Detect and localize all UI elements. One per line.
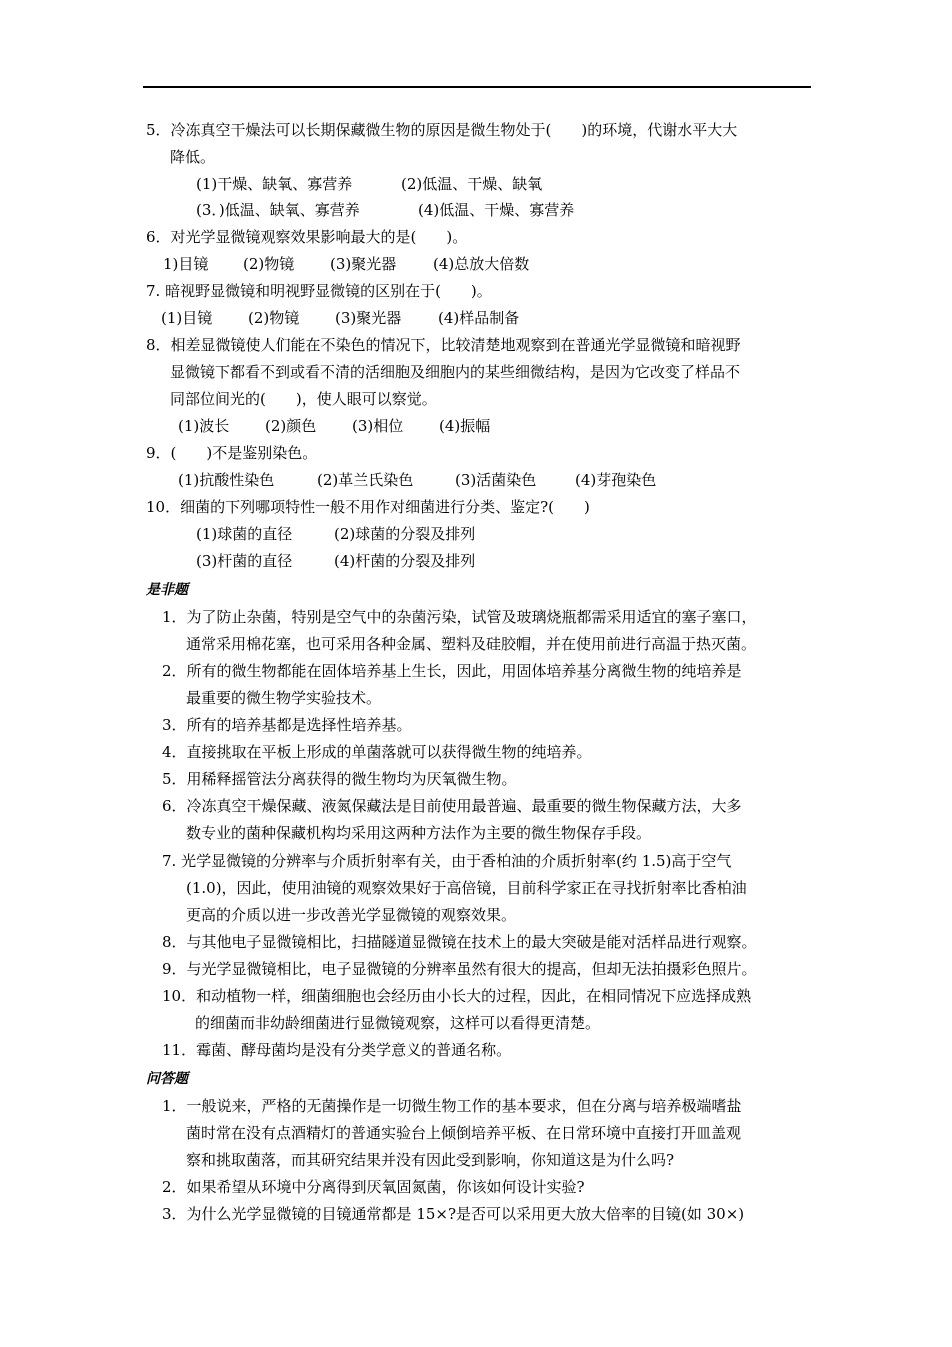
q9-option-4: (4)芽孢染色 [575,471,657,489]
q7-option-3: (3)聚光器 [335,309,402,327]
tf-item-3: 3．所有的培养基都是选择性培养基。 [162,716,412,734]
q8-line-3: 同部位间光的( )，使人眼可以察觉。 [170,390,437,408]
q5-option-4: (4)低温、干燥、寡营养 [418,201,575,219]
tf-item-1-line-1: 1．为了防止杂菌，特别是空气中的杂菌污染，试管及玻璃烧瓶都需采用适宜的塞子塞口， [162,608,757,626]
q9-option-1: (1)抗酸性染色 [178,471,275,489]
q7-option-1: (1)目镜 [161,309,213,327]
q5-option-1: (1)干燥、缺氧、寡营养 [196,175,353,193]
q6-option-3: (3)聚光器 [330,255,397,273]
qa-item-3: 3．为什么光学显微镜的目镜通常都是 15×?是否可以采用更大放大倍率的目镜(如 30×) [162,1205,745,1223]
tf-item-2-line-2: 最重要的微生物学实验技术。 [186,689,382,707]
qa-item-2: 2．如果希望从环境中分离得到厌氧固氮菌，你该如何设计实验? [162,1178,585,1196]
tf-item-4: 4．直接挑取在平板上形成的单菌落就可以获得微生物的纯培养。 [162,743,592,761]
q8-line-2: 显微镜下都看不到或看不清的活细胞及细胞内的某些细微结构，是因为它改变了样品不 [170,363,741,381]
tf-item-11: 11．霉菌、酵母菌均是没有分类学意义的普通名称。 [162,1041,512,1059]
q8-option-3: (3)相位 [352,417,404,435]
q7-line-1: 7. 暗视野显微镜和明视野显微镜的区别在于( )。 [146,282,492,300]
q5-option-2: (2)低温、干燥、缺氧 [401,175,543,193]
q10-option-3: (3)杆菌的直径 [196,552,293,570]
tf-item-8: 8．与其他电子显微镜相比，扫描隧道显微镜在技术上的最大突破是能对活样品进行观察。 [162,933,757,951]
q9-line-1: 9．( )不是鉴别染色。 [146,444,318,462]
tf-item-7-line-3: 更高的介质以进一步改善光学显微镜的观察效果。 [186,906,517,924]
q9-option-3: (3)活菌染色 [455,471,537,489]
tf-item-6-line-2: 数专业的菌种保藏机构均采用这两种方法作为主要的微生物保存手段。 [186,824,652,842]
q8-option-4: (4)振幅 [439,417,491,435]
q10-line-1: 10．细菌的下列哪项特性一般不用作对细菌进行分类、鉴定?( ) [146,498,590,516]
q8-option-2: (2)颜色 [265,417,317,435]
q9-option-2: (2)革兰氏染色 [317,471,414,489]
qa-item-1-line-2: 菌时常在没有点酒精灯的普通实验台上倾倒培养平板、在日常环境中直接打开皿盖观 [186,1124,742,1142]
tf-item-10-line-2: 的细菌而非幼龄细菌进行显微镜观察，这样可以看得更清楚。 [195,1014,601,1032]
tf-item-7-line-1: 7. 光学显微镜的分辨率与介质折射率有关，由于香柏油的介质折射率(约 1.5)高于空气 [162,852,732,870]
q6-option-1: 1)目镜 [163,255,209,273]
qa-item-1-line-1: 1．一般说来，严格的无菌操作是一切微生物工作的基本要求，但在分离与培养极端嗜盐 [162,1097,742,1115]
tf-item-6-line-1: 6．冷冻真空干燥保藏、液氮保藏法是目前使用最普遍、最重要的微生物保藏方法，大多 [162,797,742,815]
q5-line-1: 5．冷冻真空干燥法可以长期保藏微生物的原因是微生物处于( )的环境，代谢水平大大 [146,121,738,139]
q6-option-2: (2)物镜 [243,255,295,273]
tf-item-10-line-1: 10．和动植物一样，细菌细胞也会经历由小长大的过程，因此，在相同情况下应选择成熟 [162,987,752,1005]
tf-item-5: 5．用稀释摇管法分离获得的微生物均为厌氧微生物。 [162,770,517,788]
q7-option-2: (2)物镜 [248,309,300,327]
tf-item-1-line-2: 通常采用棉花塞，也可采用各种金属、塑料及硅胶帽，并在使用前进行高温于热灭菌。 [186,635,757,653]
header-rule [143,86,811,88]
qa-section-title: 问答题 [146,1071,188,1087]
q10-option-1: (1)球菌的直径 [196,525,293,543]
q5-option-3: (3．)低温、缺氧、寡营养 [196,201,360,219]
q6-option-4: (4)总放大倍数 [433,255,530,273]
qa-item-1-line-3: 察和挑取菌落，而其研究结果并没有因此受到影响，你知道这是为什么吗? [186,1151,675,1169]
q7-option-4: (4)样品制备 [438,309,520,327]
tf-item-7-line-2: (1.0)，因此，使用油镜的观察效果好于高倍镜，目前科学家正在寻找折射率比香柏油 [186,879,747,897]
q5-line-2: 降低。 [170,148,216,166]
q10-option-2: (2)球菌的分裂及排列 [334,525,476,543]
q6-line-1: 6．对光学显微镜观察效果影响最大的是( )。 [146,228,468,246]
q8-option-1: (1)波长 [178,417,230,435]
q10-option-4: (4)杆菌的分裂及排列 [334,552,476,570]
tf-item-2-line-1: 2．所有的微生物都能在固体培养基上生长，因此，用固体培养基分离微生物的纯培养是 [162,662,742,680]
q8-line-1: 8．相差显微镜使人们能在不染色的情况下，比较清楚地观察到在普通光学显微镜和暗视野 [146,336,741,354]
true-false-section-title: 是非题 [146,582,188,598]
tf-item-9: 9．与光学显微镜相比，电子显微镜的分辨率虽然有很大的提高，但却无法拍摄彩色照片。 [162,960,757,978]
